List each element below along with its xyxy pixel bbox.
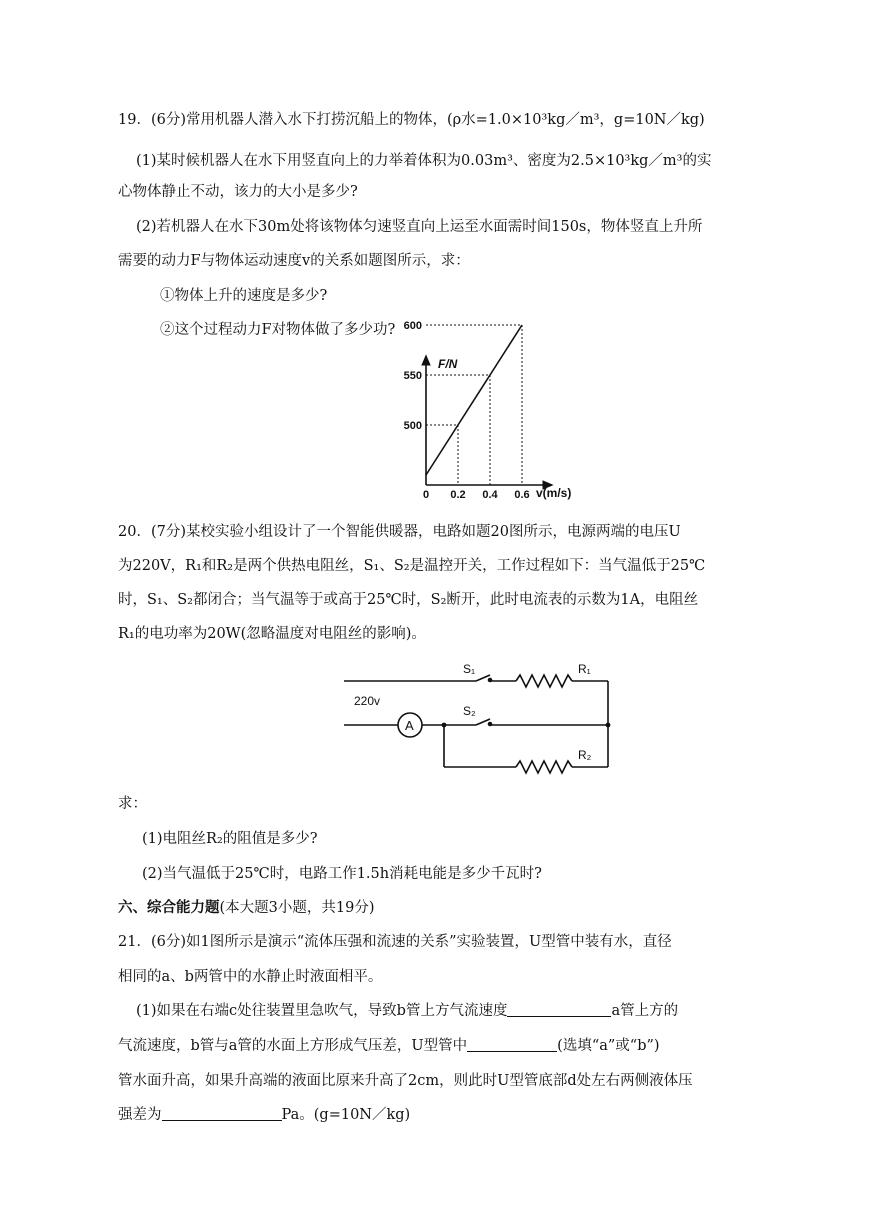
q19-line-4: (2)若机器人在水下30m处将该物体匀速竖直向上运至水面需时间150s，物体竖直上升所 [136, 219, 703, 235]
q19-line-1: 19．(6分)常用机器人潜入水下打捞沉船上的物体，(ρ水=1.0×10³kg／m³，g=10N／kg) [118, 112, 705, 128]
x-tick-label: 0.2 [450, 489, 466, 501]
resistor-r2-label: R₂ [578, 748, 592, 762]
force-velocity-chart [360, 320, 600, 505]
circuit-voltage-label: 220v [354, 694, 381, 708]
x-tick-label: 0.6 [514, 489, 530, 501]
q21-line-1: 21．(6分)如1图所示是演示“流体压强和流速的关系”实验装置，U型管中装有水，直径 [118, 934, 672, 950]
section-6-title: 六、综合能力题 [118, 899, 220, 916]
q21-answer-blank-2[interactable] [467, 1037, 557, 1052]
x-tick-label: 0.4 [482, 489, 498, 501]
y-tick-label: 600 [403, 320, 422, 332]
q21-answer-blank-3[interactable] [162, 1106, 282, 1121]
circuit-diagram [340, 655, 620, 780]
x-tick-label: 0 [422, 489, 430, 501]
y-tick-label: 550 [403, 370, 422, 382]
q21-line-6-text-b: Pa。(g=10N／kg) [281, 1107, 411, 1123]
ammeter-label: A [405, 718, 414, 733]
q21-line-3 [136, 1001, 678, 1021]
q20-ask: 求： [118, 796, 147, 812]
q21-line-4-text-b: (选填“a”或“b”) [557, 1038, 660, 1054]
switch-s2-label: S₂ [463, 704, 476, 718]
q21-answer-blank-1[interactable] [507, 1002, 611, 1017]
q21-line-3-text-b: a管上方的 [611, 1003, 679, 1019]
q20-subquestion-2: (2)当气温低于25℃时，电路工作1.5h消耗电能是多少千瓦时? [142, 866, 542, 882]
resistor-r1-label: R₁ [578, 662, 591, 676]
section-6-note: (本大题3小题，共19分) [219, 900, 375, 916]
q21-line-6 [118, 1105, 410, 1125]
q19-line-6: ①物体上升的速度是多少? [160, 288, 328, 304]
q20-line-3: 时，S₁、S₂都闭合；当气温等于或高于25℃时，S₂断开，此时电流表的示数为1A，电阻丝 [118, 592, 699, 608]
q21-line-5: 管水面升高，如果升高端的液面比原来升高了2cm，则此时U型管底部d处左右两侧液体压 [118, 1073, 693, 1089]
q21-line-6-text-a: 强差为 [118, 1107, 162, 1123]
q21-line-3-text-a: (1)如果在右端c处往装置里急吹气，导致b管上方气流速度 [136, 1003, 508, 1019]
q20-line-2: 为220V，R₁和R₂是两个供热电阻丝，S₁、S₂是温控开关，工作过程如下：当气温低于25℃ [118, 558, 706, 574]
switch-s1-label: S₁ [463, 662, 476, 676]
q19-line-2: (1)某时候机器人在水下用竖直向上的力举着体积为0.03m³、密度为2.5×10³kg／m³的实 [136, 153, 712, 169]
y-tick-label: 500 [403, 420, 422, 432]
q20-subquestion-1: (1)电阻丝R₂的阻值是多少? [142, 831, 318, 847]
q19-line-7: ②这个过程动力F对物体做了多少功? [160, 322, 396, 338]
q19-line-3: 心物体静止不动，该力的大小是多少? [118, 184, 358, 200]
section-6-heading [118, 898, 375, 918]
q21-line-2: 相同的a、b两管中的水静止时液面相平。 [118, 969, 383, 985]
x-axis-label: v(m/s) [536, 486, 572, 500]
q20-line-1: 20．(7分)某校实验小组设计了一个智能供暖器，电路如题20图所示，电源两端的电压U [118, 524, 681, 540]
q21-line-4 [118, 1036, 660, 1056]
q21-line-4-text-a: 气流速度，b管与a管的水面上方形成气压差，U型管中 [118, 1038, 468, 1054]
series-line [426, 325, 522, 475]
y-axis-label: F/N [438, 357, 458, 371]
q20-line-4: R₁的电功率为20W(忽略温度对电阻丝的影响)。 [118, 626, 426, 642]
q19-line-5: 需要的动力F与物体运动速度v的关系如题图所示，求： [118, 253, 470, 269]
